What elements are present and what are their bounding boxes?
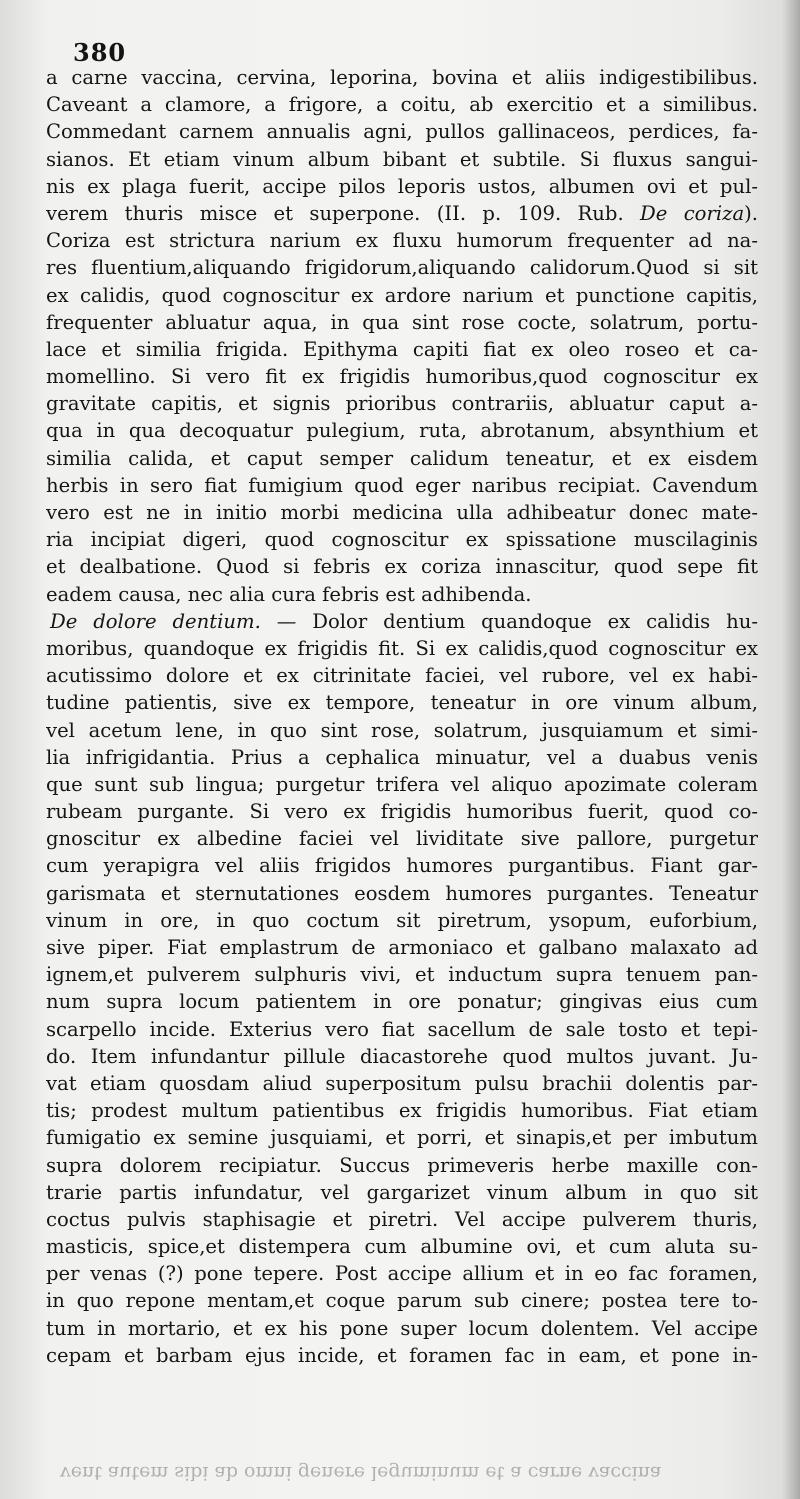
body-text <box>46 64 758 1369</box>
text-line: lace et similia frigida. Epithyma capiti fiat ex oleo roseo et ca- <box>46 337 758 361</box>
text-line: tudine patientis, sive ex tempore, teneatur in ore vinum album, <box>46 691 758 715</box>
text-line: coctus pulvis staphisagie et piretri. Vel accipe pulverem thuris, <box>46 1207 758 1231</box>
page-edge-shadow <box>782 0 800 1499</box>
text-line: verem thuris misce et superpone. (II. p. 109. Rub. De coriza). <box>46 201 758 225</box>
text-line: lia infrigidantia. Prius a cephalica minuatur, vel a duabus venis <box>46 745 758 769</box>
text-line: qua in qua decoquatur pulegium, ruta, abrotanum, absynthium et <box>46 419 758 443</box>
text-line: sianos. Et etiam vinum album bibant et subtile. Si fluxus sangui- <box>46 147 758 171</box>
text-line: ex calidis, quod cognoscitur ex ardore narium et punctione capitis, <box>46 283 758 307</box>
text-line: nis ex plaga fuerit, accipe pilos leporis ustos, albumen ovi et pul- <box>46 174 758 198</box>
text-line: fumigatio ex semine jusquiami, et porri, et sinapis,et per imbutum <box>46 1126 758 1150</box>
text-line: do. Item infundantur pillule diacastorehe quod multos juvant. Ju- <box>46 1044 758 1068</box>
text-line: in quo repone mentam,et coque parum sub cinere; postea tere to- <box>46 1289 758 1313</box>
text-line: acutissimo dolore et ex citrinitate faciei, vel rubore, vel ex habi- <box>46 664 758 688</box>
text-line: momellino. Si vero fit ex frigidis humoribus,quod cognoscitur ex <box>46 365 758 389</box>
text-line: gravitate capitis, et signis prioribus contrariis, abluatur caput a- <box>46 392 758 416</box>
bleed-through-text: vent autem sibi ab omni genere leguminum et a carne vaccina <box>60 1462 662 1484</box>
text-line: supra dolorem recipiatur. Succus primeveris herbe maxille con- <box>46 1153 758 1177</box>
text-line: vat etiam quosdam aliud superpositum pulsu brachii dolentis par- <box>46 1071 758 1095</box>
text-line: vel acetum lene, in quo sint rose, solatrum, jusquiamum et simi- <box>46 718 758 742</box>
text-line: ria incipiat digeri, quod cognoscitur ex spissatione muscilaginis <box>46 528 758 552</box>
text-line: que sunt sub lingua; purgetur trifera vel aliquo apozimate coleram <box>46 772 758 796</box>
text-line: eadem causa, nec alia cura febris est adhibenda. <box>46 582 532 606</box>
text-line: similia calida, et caput semper calidum teneatur, et ex eisdem <box>46 446 758 470</box>
text-line: vero est ne in initio morbi medicina ulla adhibeatur donec mate- <box>46 501 758 524</box>
text-line: et dealbatione. Quod si febris ex coriza innascitur, quod sepe fit <box>46 555 758 579</box>
text-line: Commedant carnem annualis agni, pullos gallinaceos, perdices, fa- <box>46 120 758 144</box>
text-line: per venas (?) pone tepere. Post accipe allium et in eo fac foramen, <box>46 1262 758 1286</box>
text-line: garismata et sternutationes eosdem humores purgantes. Teneatur <box>46 881 758 905</box>
text-line: Coriza est strictura narium ex fluxu humorum frequenter ad na- <box>46 229 758 253</box>
text-line: ignem,et pulverem sulphuris vivi, et inductum supra tenuem pan- <box>46 963 758 987</box>
text-line: vinum in ore, in quo coctum sit piretrum, ysopum, euforbium, <box>46 908 758 932</box>
text-line: scarpello incide. Exterius vero fiat sacellum de sale tosto et tepi- <box>46 1017 758 1041</box>
text-line: trarie partis infundatur, vel gargarizet vinum album in quo sit <box>46 1180 758 1204</box>
text-line: cum yerapigra vel aliis frigidos humores purgantibus. Fiant gar- <box>46 854 758 878</box>
text-line: tis; prodest multum patientibus ex frigidis humoribus. Fiat etiam <box>46 1099 758 1123</box>
text-line: a carne vaccina, cervina, leporina, bovina et aliis indigestibilibus. <box>46 66 758 89</box>
text-line: Caveant a clamore, a frigore, a coitu, ab exercitio et a similibus. <box>46 93 758 117</box>
text-line: tum in mortario, et ex his pone super locum dolentem. Vel accipe <box>46 1316 758 1340</box>
page-number: 380 <box>73 38 127 67</box>
text-line: sive piper. Fiat emplastrum de armoniaco et galbano malaxato ad <box>46 936 758 959</box>
text-line: frequenter abluatur aqua, in qua sint rose cocte, solatrum, portu- <box>46 310 758 334</box>
text-line: num supra locum patientem in ore ponatur; gingivas eius cum <box>46 990 758 1014</box>
text-line: herbis in sero fiat fumigium quod eger naribus recipiat. Cavendum <box>46 473 758 497</box>
italic-phrase: De coriza <box>640 201 745 225</box>
text-line: cepam et barbam ejus incide, et foramen fac in eam, et pone in- <box>46 1343 758 1367</box>
italic-phrase: De dolore dentium. <box>50 609 261 633</box>
section-heading-line: De dolore dentium. — Dolor dentium quandoque ex calidis hu- <box>50 609 758 633</box>
text-line: gnoscitur ex albedine faciei vel lividitate sive pallore, purgetur <box>46 827 758 851</box>
text-line: rubeam purgante. Si vero ex frigidis humoribus fuerit, quod co- <box>46 800 758 824</box>
text-line: moribus, quandoque ex frigidis fit. Si ex calidis,quod cognoscitur ex <box>46 636 758 660</box>
text-line: masticis, spice,et distempera cum albumine ovi, et cum aluta su- <box>46 1235 758 1259</box>
text-line: res fluentium,aliquando frigidorum,aliquando calidorum.Quod si sit <box>46 256 758 280</box>
